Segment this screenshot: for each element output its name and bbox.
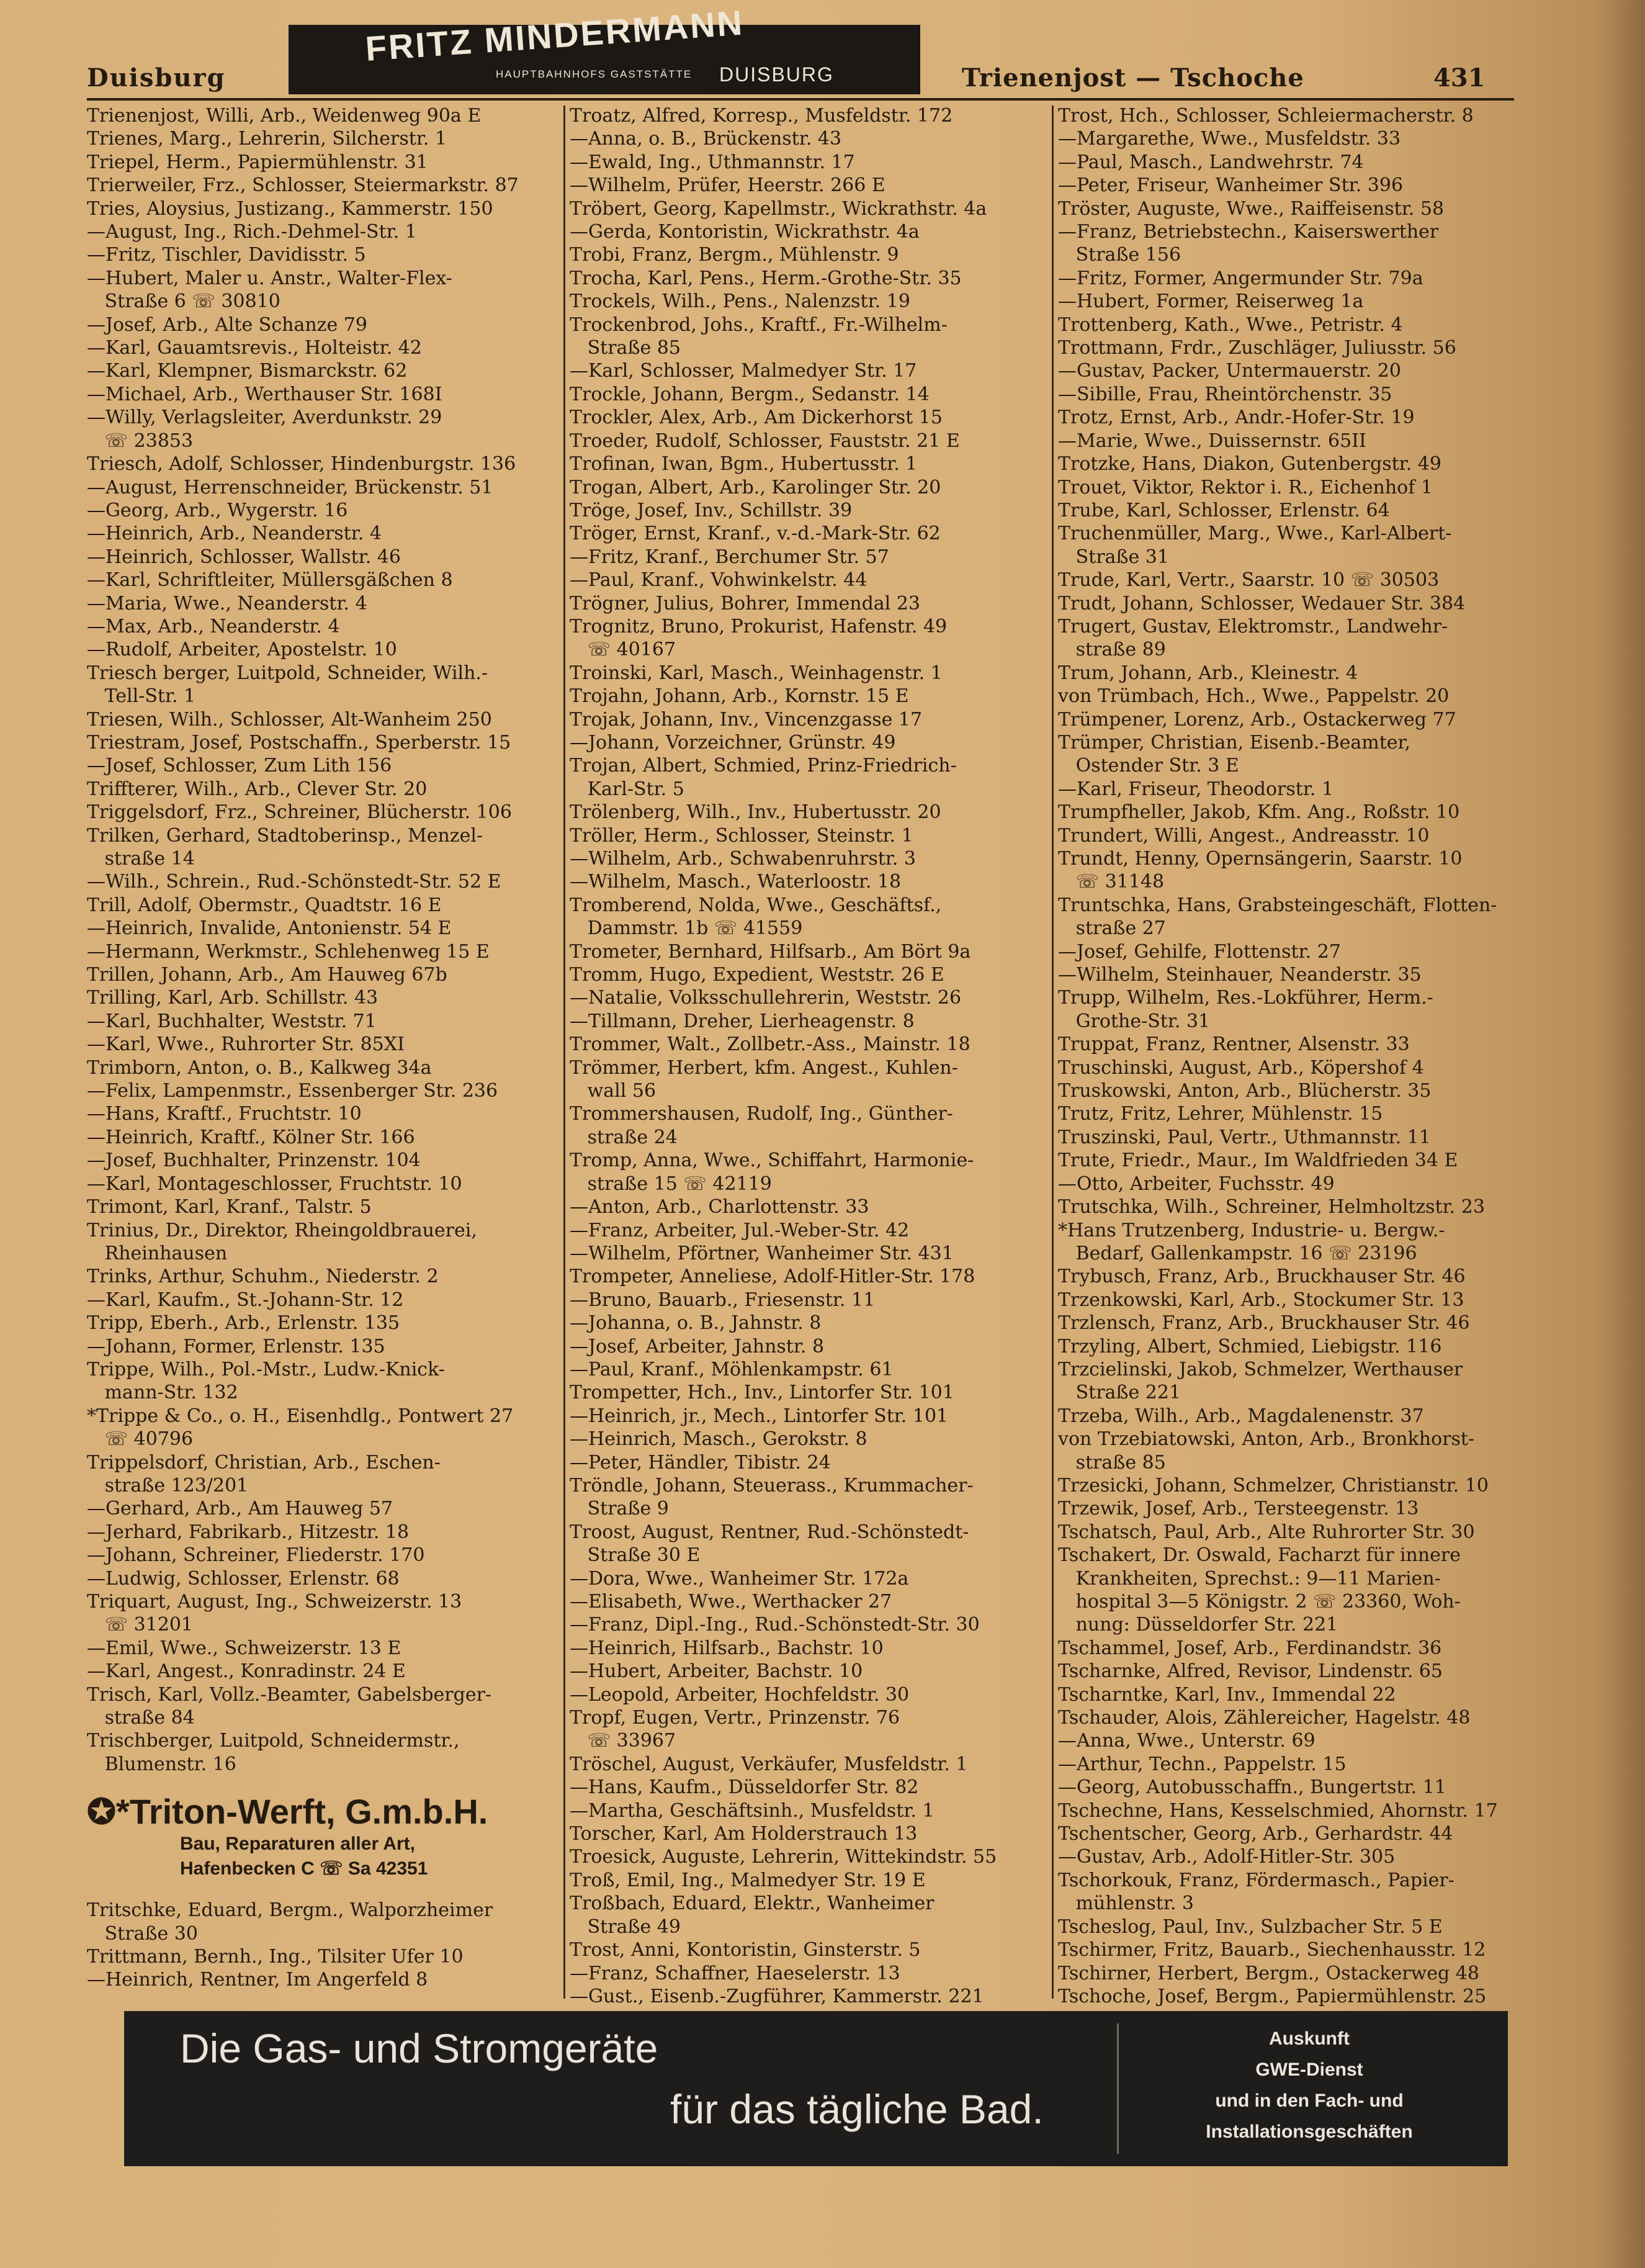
directory-entry: Trommer, Walt., Zollbetr.-Ass., Mainstr. 18	[570, 1033, 970, 1056]
directory-entry: —Hans, Kraftf., Fruchtstr. 10	[87, 1103, 362, 1125]
directory-entry: —Johann, Vorzeichner, Grünstr. 49	[570, 731, 896, 754]
directory-entry: —Wilh., Schrein., Rud.-Schönstedt-Str. 52 E	[87, 871, 501, 893]
directory-entry: Straße 156	[1058, 244, 1181, 266]
directory-entry: Trupp, Wilhelm, Res.-Lokführer, Herm.-	[1058, 987, 1433, 1009]
directory-entry: Trotzke, Hans, Diakon, Gutenbergstr. 49	[1058, 453, 1441, 475]
directory-entry: —Fritz, Tischler, Davidisstr. 5	[87, 244, 366, 266]
directory-entry: Trum, Johann, Arb., Kleinestr. 4	[1058, 662, 1358, 684]
directory-entry: —Max, Arb., Neanderstr. 4	[87, 615, 340, 637]
directory-entry: —Karl, Wwe., Ruhrorter Str. 85XI	[87, 1033, 405, 1056]
column-divider	[1052, 106, 1054, 1999]
directory-entry: Trouet, Viktor, Rektor i. R., Eichenhof 1	[1058, 476, 1433, 498]
directory-entry: Krankheiten, Sprechst.: 9—11 Marien-	[1058, 1567, 1441, 1590]
directory-entry: —Karl, Buchhalter, Weststr. 71	[87, 1010, 377, 1032]
directory-entry: Trillen, Johann, Arb., Am Hauweg 67b	[87, 964, 447, 986]
directory-entry: —Heinrich, Kraftf., Kölner Str. 166	[87, 1126, 415, 1148]
directory-entry: Tschauder, Alois, Zählereicher, Hagelstr. 48	[1058, 1707, 1471, 1729]
directory-entry: Trojak, Johann, Inv., Vincenzgasse 17	[570, 708, 923, 731]
directory-entry: —Wilhelm, Arb., Schwabenruhrstr. 3	[570, 848, 917, 870]
directory-entry: Tromberend, Nolda, Wwe., Geschäftsf.,	[570, 894, 942, 916]
directory-entry: Tscharnke, Alfred, Revisor, Lindenstr. 65	[1058, 1660, 1443, 1683]
directory-entry: Troß, Emil, Ing., Malmedyer Str. 19 E	[570, 1869, 926, 1891]
directory-entry: Dammstr. 1b ☏ 41559	[570, 917, 803, 940]
directory-entry: *Trippe & Co., o. H., Eisenhdlg., Pontwert 27	[87, 1405, 514, 1427]
directory-entry: Troatz, Alfred, Korresp., Musfeldstr. 172	[570, 105, 953, 127]
directory-entry: —Hans, Kaufm., Düsseldorfer Str. 82	[570, 1776, 919, 1799]
directory-entry: Trundert, Willi, Angest., Andreasstr. 10	[1058, 824, 1430, 847]
directory-entry: —Josef, Arbeiter, Jahnstr. 8	[570, 1335, 825, 1357]
directory-entry: Trompetter, Hch., Inv., Lintorfer Str. 101	[570, 1382, 954, 1404]
directory-entry: Trimborn, Anton, o. B., Kalkweg 34a	[87, 1056, 432, 1079]
directory-entry: —Paul, Kranf., Möhlenkampstr. 61	[570, 1358, 894, 1380]
directory-entry: Trocha, Karl, Pens., Herm.-Grothe-Str. 35	[570, 267, 962, 289]
directory-entry: Tritschke, Eduard, Bergm., Walporzheimer	[87, 1899, 493, 1922]
column-1-entries-continued	[87, 1899, 558, 1992]
triton-ad-line: Bau, Reparaturen aller Art,	[180, 1834, 415, 1855]
directory-entry: Tschatsch, Paul, Arb., Alte Ruhrorter Str. 30	[1058, 1521, 1475, 1543]
directory-entry: —Tillmann, Dreher, Lierheagenstr. 8	[570, 1010, 915, 1032]
ad-info-line: GWE-Dienst	[1255, 2059, 1363, 2080]
directory-entry: Triggelsdorf, Frz., Schreiner, Blücherstr. 106	[87, 801, 512, 824]
ad-headline-line-1: Die Gas- und Stromgeräte	[180, 2025, 658, 2071]
directory-entry: Triestram, Josef, Postschaffn., Sperberstr. 15	[87, 731, 511, 754]
directory-entry: Truschinski, August, Arb., Köpershof 4	[1058, 1056, 1424, 1079]
directory-entry: Torscher, Karl, Am Holderstrauch 13	[570, 1823, 918, 1845]
directory-entry: —Anna, o. B., Brückenstr. 43	[570, 128, 842, 150]
directory-entry: —Anna, Wwe., Unterstr. 69	[1058, 1730, 1316, 1752]
directory-entry: Trottenberg, Kath., Wwe., Petristr. 4	[1058, 313, 1403, 336]
directory-entry: —Gustav, Arb., Adolf-Hitler-Str. 305	[1058, 1846, 1396, 1868]
directory-entry: Trzeba, Wilh., Arb., Magdalenenstr. 37	[1058, 1405, 1424, 1427]
directory-entry: —Karl, Schriftleiter, Müllersgäßchen 8	[87, 569, 453, 592]
directory-entry: —Josef, Schlosser, Zum Lith 156	[87, 755, 392, 777]
directory-entry: Tromm, Hugo, Expedient, Weststr. 26 E	[570, 964, 944, 986]
directory-entry: Trinks, Arthur, Schuhm., Niederstr. 2	[87, 1266, 439, 1288]
directory-entry: Trofinan, Iwan, Bgm., Hubertusstr. 1	[570, 453, 918, 475]
directory-entry: —Paul, Masch., Landwehrstr. 74	[1058, 151, 1364, 173]
header-rule	[87, 98, 1514, 101]
directory-entry: —Hermann, Werkmstr., Schlehenweg 15 E	[87, 940, 490, 963]
directory-entry: —Karl, Friseur, Theodorstr. 1	[1058, 778, 1334, 800]
directory-entry: Trilling, Karl, Arb. Schillstr. 43	[87, 987, 379, 1009]
directory-entry: —Peter, Händler, Tibistr. 24	[570, 1451, 831, 1474]
directory-entry: —Jerhard, Fabrikarb., Hitzestr. 18	[87, 1521, 410, 1543]
directory-entry: Trottmann, Frdr., Zuschläger, Juliusstr. 56	[1058, 337, 1456, 359]
directory-entry: Straße 49	[570, 1915, 681, 1938]
directory-entry: Trölenberg, Wilh., Inv., Hubertusstr. 20	[570, 801, 941, 824]
directory-entry: Trockels, Wilh., Pens., Nalenzstr. 19	[570, 290, 910, 313]
directory-entry: von Trzebiatowski, Anton, Arb., Bronkhorst-	[1058, 1428, 1475, 1451]
directory-entry: Troinski, Karl, Masch., Weinhagenstr. 1	[570, 662, 943, 684]
directory-entry: —Bruno, Bauarb., Friesenstr. 11	[570, 1289, 876, 1311]
directory-entry: Trzesicki, Johann, Schmelzer, Christianstr. 10	[1058, 1474, 1489, 1496]
directory-entry: Truszinski, Paul, Vertr., Uthmannstr. 11	[1058, 1126, 1431, 1148]
directory-entry: mühlenstr. 3	[1058, 1892, 1195, 1915]
page-header	[87, 2, 1514, 106]
directory-entry: Triesen, Wilh., Schlosser, Alt-Wanheim 250	[87, 708, 492, 731]
ad-divider	[1117, 2023, 1119, 2154]
directory-entry: Trzewik, Josef, Arb., Tersteegenstr. 13	[1058, 1498, 1419, 1520]
directory-entry: —Wilhelm, Masch., Waterloostr. 18	[570, 871, 902, 893]
directory-entry: Straße 221	[1058, 1382, 1181, 1404]
directory-entry: Bedarf, Gallenkampstr. 16 ☏ 23196	[1058, 1242, 1417, 1264]
directory-entry: Truchenmüller, Marg., Wwe., Karl-Albert-	[1058, 523, 1452, 545]
directory-entry: —Gerda, Kontoristin, Wickrathstr. 4a	[570, 221, 920, 243]
column-1-entries	[87, 104, 558, 1776]
directory-entry: Trybusch, Franz, Arb., Bruckhauser Str. 46	[1058, 1266, 1466, 1288]
directory-entry: Trost, Anni, Kontoristin, Ginsterstr. 5	[570, 1939, 921, 1961]
directory-entry: Truntschka, Hans, Grabsteingeschäft, Flotten-	[1058, 894, 1497, 916]
column-divider	[563, 106, 565, 1999]
directory-entry: *Hans Trutzenberg, Industrie- u. Bergw.-	[1058, 1219, 1445, 1241]
directory-entry: —Martha, Geschäftsinh., Musfeldstr. 1	[570, 1799, 935, 1822]
directory-entry: Trzenkowski, Karl, Arb., Stockumer Str. 13	[1058, 1289, 1464, 1311]
directory-entry: —Sibille, Frau, Rheintörchenstr. 35	[1058, 383, 1392, 405]
ad-info-line: Auskunft	[1269, 2028, 1350, 2049]
directory-entry: Trzyling, Albert, Schmied, Liebigstr. 116	[1058, 1335, 1442, 1357]
directory-entry: Trinius, Dr., Direktor, Rheingoldbrauerei,	[87, 1219, 477, 1241]
directory-entry: Trischberger, Luitpold, Schneidermstr.,	[87, 1730, 460, 1752]
directory-entry: —Johann, Schreiner, Fliederstr. 170	[87, 1544, 425, 1567]
directory-entry: Trümpener, Lorenz, Arb., Ostackerweg 77	[1058, 708, 1456, 731]
banner-city: DUISBURG	[719, 63, 834, 86]
directory-entry: Trockler, Alex, Arb., Am Dickerhorst 15	[570, 407, 943, 429]
triton-werft-ad	[87, 1792, 558, 1881]
directory-entry: —Heinrich, Schlosser, Wallstr. 46	[87, 546, 401, 568]
directory-entry: —Leopold, Arbeiter, Hochfeldstr. 30	[570, 1683, 910, 1706]
directory-entry: Troost, August, Rentner, Rud.-Schönstedt-	[570, 1521, 969, 1543]
directory-entry: Trockenbrod, Johs., Kraftf., Fr.-Wilhelm-	[570, 313, 948, 336]
directory-entry: Tschorkouk, Franz, Fördermasch., Papier-	[1058, 1869, 1455, 1891]
directory-entry: Grothe-Str. 31	[1058, 1010, 1211, 1032]
directory-entry: Trzlensch, Franz, Arb., Bruckhauser Str. 46	[1058, 1312, 1470, 1334]
directory-entry: —Karl, Gauamtsrevis., Holteistr. 42	[87, 337, 422, 359]
directory-entry: —Felix, Lampenmstr., Essenberger Str. 236	[87, 1080, 498, 1102]
column-1	[87, 104, 558, 1991]
banner-subtitle: HAUPTBAHNHOFS GASTSTÄTTE	[496, 68, 693, 80]
directory-entry: nung: Düsseldorfer Str. 221	[1058, 1614, 1338, 1636]
directory-entry: Straße 85	[570, 337, 681, 359]
directory-entry: —Maria, Wwe., Neanderstr. 4	[87, 592, 367, 614]
directory-entry: —Hubert, Maler u. Anstr., Walter-Flex-	[87, 267, 452, 289]
directory-entry: straße 123/201	[87, 1474, 249, 1496]
directory-entry: —Gerhard, Arb., Am Hauweg 57	[87, 1498, 393, 1520]
directory-entry: Tschoche, Josef, Bergm., Papiermühlenstr. 25	[1058, 1985, 1487, 2007]
directory-entry: ☏ 33967	[570, 1730, 676, 1752]
directory-entry: —Otto, Arbeiter, Fuchsstr. 49	[1058, 1172, 1335, 1195]
directory-entry: —Fritz, Former, Angermunder Str. 79a	[1058, 267, 1423, 289]
directory-entry: —Georg, Autobusschaffn., Bungertstr. 11	[1058, 1776, 1446, 1799]
directory-entry: Trojahn, Johann, Arb., Kornstr. 15 E	[570, 685, 909, 708]
directory-entry: ☏ 40796	[87, 1428, 194, 1451]
directory-entry: —Arthur, Techn., Pappelstr. 15	[1058, 1753, 1347, 1775]
directory-entry: Trundt, Henny, Opernsängerin, Saarstr. 10	[1058, 848, 1463, 870]
directory-entry: —Karl, Angest., Konradinstr. 24 E	[87, 1660, 406, 1683]
directory-entry: Trognitz, Bruno, Prokurist, Hafenstr. 49	[570, 615, 948, 637]
directory-entry: Trienes, Marg., Lehrerin, Silcherstr. 1	[87, 128, 447, 150]
directory-entry: —Wilhelm, Prüfer, Heerstr. 266 E	[570, 174, 885, 197]
directory-entry: —Marie, Wwe., Duissernstr. 65II	[1058, 430, 1366, 452]
directory-entry: Trienenjost, Willi, Arb., Weidenweg 90a E	[87, 105, 482, 127]
directory-entry: Trill, Adolf, Obermstr., Quadtstr. 16 E	[87, 894, 442, 916]
directory-entry: —Heinrich, Masch., Gerokstr. 8	[570, 1428, 867, 1451]
directory-entry: Triffterer, Wilh., Arb., Clever Str. 20	[87, 778, 428, 800]
directory-entry: —Rudolf, Arbeiter, Apostelstr. 10	[87, 639, 397, 661]
directory-entry: Trute, Friedr., Maur., Im Waldfrieden 34 E	[1058, 1150, 1458, 1172]
directory-entry: —Elisabeth, Wwe., Werthacker 27	[570, 1591, 892, 1613]
directory-entry: Triesch berger, Luitpold, Schneider, Wilh.-	[87, 662, 488, 684]
directory-entry: Troßbach, Eduard, Elektr., Wanheimer	[570, 1892, 935, 1915]
directory-entry: Straße 31	[1058, 546, 1169, 568]
directory-entry: Triesch, Adolf, Schlosser, Hindenburgstr. 136	[87, 453, 516, 475]
directory-entry: —Dora, Wwe., Wanheimer Str. 172a	[570, 1567, 909, 1590]
directory-entry: Trierweiler, Frz., Schlosser, Steiermarkstr. 87	[87, 174, 519, 197]
directory-entry: —Paul, Kranf., Vohwinkelstr. 44	[570, 569, 867, 592]
directory-entry: Tröndle, Johann, Steuerass., Krummacher-	[570, 1474, 974, 1496]
directory-entry: Tromp, Anna, Wwe., Schiffahrt, Harmonie-	[570, 1150, 974, 1172]
directory-entry: —Gust., Eisenb.-Zugführer, Kammerstr. 221	[570, 1985, 984, 2007]
directory-entry: Trude, Karl, Vertr., Saarstr. 10 ☏ 30503	[1058, 569, 1440, 592]
directory-entry: —Margarethe, Wwe., Musfeldstr. 33	[1058, 128, 1401, 150]
directory-entry: —Josef, Gehilfe, Flottenstr. 27	[1058, 940, 1341, 963]
directory-entry: Tröbert, Georg, Kapellmstr., Wickrathstr. 4a	[570, 197, 987, 220]
directory-entry: —Franz, Schaffner, Haeselerstr. 13	[570, 1962, 900, 1984]
page-number: 431	[1433, 63, 1486, 92]
directory-entry: Tries, Aloysius, Justizang., Kammerstr. 150	[87, 197, 493, 220]
directory-entry: Trugert, Gustav, Elektromstr., Landwehr-	[1058, 615, 1448, 637]
directory-entry: —August, Ing., Rich.-Dehmel-Str. 1	[87, 221, 417, 243]
directory-entry: Trockle, Johann, Bergm., Sedanstr. 14	[570, 383, 930, 405]
directory-entry: Trzcielinski, Jakob, Schmelzer, Werthauser	[1058, 1358, 1463, 1380]
directory-entry: Straße 30 E	[570, 1544, 701, 1567]
directory-entry: —Hubert, Former, Reiserweg 1a	[1058, 290, 1364, 313]
directory-entry: Rheinhausen	[87, 1242, 228, 1264]
directory-entry: —Wilhelm, Steinhauer, Neanderstr. 35	[1058, 964, 1422, 986]
directory-entry: von Trümbach, Hch., Wwe., Pappelstr. 20	[1058, 685, 1450, 708]
directory-entry: Trittmann, Bernh., Ing., Tilsiter Ufer 10	[87, 1946, 464, 1968]
directory-entry: —Natalie, Volksschullehrerin, Weststr. 26	[570, 987, 962, 1009]
mindermann-banner-ad	[289, 2, 920, 94]
directory-entry: —Josef, Arb., Alte Schanze 79	[87, 313, 367, 336]
directory-entry: ☏ 31201	[87, 1614, 194, 1636]
directory-entry: Straße 9	[570, 1498, 669, 1520]
directory-entry: —Michael, Arb., Werthauser Str. 168I	[87, 383, 442, 405]
ad-info-box	[1129, 2011, 1489, 2166]
directory-entry: Tschentscher, Georg, Arb., Gerhardstr. 44	[1058, 1823, 1453, 1845]
directory-entry: mann-Str. 132	[87, 1382, 238, 1404]
directory-entry: straße 27	[1058, 917, 1166, 940]
directory-entry: —Wilhelm, Pförtner, Wanheimer Str. 431	[570, 1242, 954, 1264]
directory-entry: straße 14	[87, 848, 195, 870]
directory-entry: Trögner, Julius, Bohrer, Immendal 23	[570, 592, 920, 614]
directory-entry: —Johanna, o. B., Jahnstr. 8	[570, 1312, 822, 1334]
directory-entry: Trotz, Ernst, Arb., Andr.-Hofer-Str. 19	[1058, 407, 1415, 429]
directory-entry: —Gustav, Packer, Untermauerstr. 20	[1058, 360, 1401, 382]
ad-info-line: und in den Fach- und	[1215, 2090, 1404, 2111]
directory-entry: Trumpfheller, Jakob, Kfm. Ang., Roßstr. 10	[1058, 801, 1460, 824]
directory-entry: —Ewald, Ing., Uthmannstr. 17	[570, 151, 855, 173]
directory-entry: Trojan, Albert, Schmied, Prinz-Friedrich-	[570, 755, 957, 777]
directory-entry: —Josef, Buchhalter, Prinzenstr. 104	[87, 1150, 421, 1172]
directory-entry: —Willy, Verlagsleiter, Averdunkstr. 29	[87, 407, 442, 429]
directory-entry: —Anton, Arb., Charlottenstr. 33	[570, 1196, 869, 1218]
directory-entry: Tschechne, Hans, Kesselschmied, Ahornstr. 17	[1058, 1799, 1498, 1822]
triton-ad-line: Hafenbecken C ☏ Sa 42351	[180, 1858, 428, 1879]
directory-entry: Truppat, Franz, Rentner, Alsenstr. 33	[1058, 1033, 1410, 1056]
directory-entry: Tröster, Auguste, Wwe., Raiffeisenstr. 58	[1058, 197, 1445, 220]
column-3-entries	[1058, 104, 1536, 2008]
directory-entry: Tschirmer, Fritz, Bauarb., Siechenhausstr. 12	[1058, 1939, 1486, 1961]
directory-entry: Trümper, Christian, Eisenb.-Beamter,	[1058, 731, 1411, 754]
directory-entry: Trimont, Karl, Kranf., Talstr. 5	[87, 1196, 372, 1218]
directory-entry: ☏ 23853	[87, 430, 194, 452]
directory-entry: Trilken, Gerhard, Stadtoberinsp., Menzel-	[87, 824, 483, 847]
directory-entry: Trudt, Johann, Schlosser, Wedauer Str. 384	[1058, 592, 1466, 614]
directory-entry: Trisch, Karl, Vollz.-Beamter, Gabelsberger-	[87, 1683, 492, 1706]
directory-entry: Trippelsdorf, Christian, Arb., Eschen-	[87, 1451, 441, 1474]
directory-entry: —Heinrich, Arb., Neanderstr. 4	[87, 523, 382, 545]
directory-entry: —Johann, Former, Erlenstr. 135	[87, 1335, 385, 1357]
directory-entry: Tschammel, Josef, Arb., Ferdinandstr. 36	[1058, 1637, 1442, 1659]
directory-entry: straße 15 ☏ 42119	[570, 1172, 772, 1195]
directory-entry: —Heinrich, Invalide, Antonienstr. 54 E	[87, 917, 452, 940]
directory-entry: Truskowski, Anton, Arb., Blücherstr. 35	[1058, 1080, 1432, 1102]
directory-entry: Tropf, Eugen, Vertr., Prinzenstr. 76	[570, 1707, 900, 1729]
directory-entry: Ostender Str. 3 E	[1058, 755, 1239, 777]
directory-entry: Trost, Hch., Schlosser, Schleiermacherstr. 8	[1058, 105, 1474, 127]
directory-entry: Triepel, Herm., Papiermühlenstr. 31	[87, 151, 428, 173]
directory-entry: Tröger, Ernst, Kranf., v.-d.-Mark-Str. 62	[570, 523, 941, 545]
directory-entry: Triquart, August, Ing., Schweizerstr. 13	[87, 1591, 462, 1613]
directory-entry: Tell-Str. 1	[87, 685, 196, 708]
ad-headline-line-2: für das tägliche Bad.	[670, 2086, 1044, 2132]
directory-entry: Tscheslog, Paul, Inv., Sulzbacher Str. 5 E	[1058, 1915, 1443, 1938]
directory-entry: Tröschel, August, Verkäufer, Musfeldstr. 1	[570, 1753, 968, 1775]
header-name-range: Trienenjost — Tschoche	[962, 63, 1304, 92]
directory-entry: straße 84	[87, 1707, 195, 1729]
directory-entry: —Heinrich, Rentner, Im Angerfeld 8	[87, 1969, 428, 1991]
directory-entry: —Franz, Arbeiter, Jul.-Weber-Str. 42	[570, 1219, 910, 1241]
directory-entry: Troeder, Rudolf, Schlosser, Fauststr. 21 E	[570, 430, 960, 452]
directory-entry: Trippe, Wilh., Pol.-Mstr., Ludw.-Knick-	[87, 1358, 445, 1380]
directory-entry: Trutz, Fritz, Lehrer, Mühlenstr. 15	[1058, 1103, 1383, 1125]
directory-entry: Straße 30	[87, 1922, 198, 1945]
directory-entry: Tschirner, Herbert, Bergm., Ostackerweg 48	[1058, 1962, 1479, 1984]
directory-entry: —August, Herrenschneider, Brückenstr. 51	[87, 476, 493, 498]
directory-entry: —Heinrich, jr., Mech., Lintorfer Str. 101	[570, 1405, 949, 1427]
directory-entry: wall 56	[570, 1080, 657, 1102]
directory-entry: Trogan, Albert, Arb., Karolinger Str. 20	[570, 476, 941, 498]
column-3	[1058, 104, 1536, 2007]
directory-entry: Blumenstr. 16	[87, 1753, 236, 1775]
directory-entry: Tschakert, Dr. Oswald, Facharzt für innere	[1058, 1544, 1461, 1567]
directory-entry: ☏ 40167	[570, 639, 676, 661]
directory-entry: Tscharntke, Karl, Inv., Immendal 22	[1058, 1683, 1396, 1706]
directory-entry: —Karl, Kaufm., St.-Johann-Str. 12	[87, 1289, 404, 1311]
directory-entry: —Ludwig, Schlosser, Erlenstr. 68	[87, 1567, 400, 1590]
directory-entry: —Heinrich, Hilfsarb., Bachstr. 10	[570, 1637, 884, 1659]
directory-entry: straße 85	[1058, 1451, 1166, 1474]
directory-entry: —Franz, Betriebstechn., Kaiserswerther	[1058, 221, 1439, 243]
directory-entry: straße 89	[1058, 639, 1166, 661]
header-city: Duisburg	[87, 63, 226, 92]
directory-entry: Karl-Str. 5	[570, 778, 684, 800]
ad-info-line: Installationsgeschäften	[1206, 2122, 1413, 2142]
directory-entry: Trobi, Franz, Bergm., Mühlenstr. 9	[570, 244, 899, 266]
directory-entry: Tröller, Herm., Schlosser, Steinstr. 1	[570, 824, 913, 847]
directory-entry: —Georg, Arb., Wygerstr. 16	[87, 499, 348, 521]
directory-entry: —Fritz, Kranf., Berchumer Str. 57	[570, 546, 889, 568]
directory-entry: Trommershausen, Rudolf, Ing., Günther-	[570, 1103, 953, 1125]
column-2	[570, 104, 1047, 2007]
directory-entry: —Franz, Dipl.-Ing., Rud.-Schönstedt-Str. 30	[570, 1614, 980, 1636]
column-2-entries	[570, 104, 1047, 2008]
directory-entry: Trube, Karl, Schlosser, Erlenstr. 64	[1058, 499, 1390, 521]
directory-entry: —Emil, Wwe., Schweizerstr. 13 E	[87, 1637, 401, 1659]
directory-entry: Troesick, Auguste, Lehrerin, Wittekindstr. 55	[570, 1846, 997, 1868]
directory-entry: —Karl, Schlosser, Malmedyer Str. 17	[570, 360, 917, 382]
directory-entry: Trometer, Bernhard, Hilfsarb., Am Bört 9a	[570, 940, 971, 963]
banner-name: FRITZ MINDERMANN	[364, 2, 745, 68]
directory-entry: —Karl, Klempner, Bismarckstr. 62	[87, 360, 408, 382]
directory-entry: Trompeter, Anneliese, Adolf-Hitler-Str. 178	[570, 1266, 975, 1288]
directory-entry: Tripp, Eberh., Arb., Erlenstr. 135	[87, 1312, 400, 1334]
directory-entry: —Hubert, Arbeiter, Bachstr. 10	[570, 1660, 863, 1683]
gas-power-advertisement	[124, 2011, 1508, 2166]
directory-entry: Trömmer, Herbert, kfm. Angest., Kuhlen-	[570, 1056, 958, 1079]
directory-entry: ☏ 31148	[1058, 871, 1165, 893]
directory-entry: —Karl, Montageschlosser, Fruchtstr. 10	[87, 1172, 462, 1195]
directory-entry: Tröge, Josef, Inv., Schillstr. 39	[570, 499, 853, 521]
directory-entry: Straße 6 ☏ 30810	[87, 290, 280, 313]
directory-entry: hospital 3—5 Königstr. 2 ☏ 23360, Woh-	[1058, 1591, 1461, 1613]
directory-entry: straße 24	[570, 1126, 678, 1148]
directory-entry: Trutschka, Wilh., Schreiner, Helmholtzstr. 23	[1058, 1196, 1485, 1218]
directory-entry: —Peter, Friseur, Wanheimer Str. 396	[1058, 174, 1404, 197]
triton-ad-name: ✪*Triton-Werft, G.m.b.H.	[87, 1792, 488, 1832]
